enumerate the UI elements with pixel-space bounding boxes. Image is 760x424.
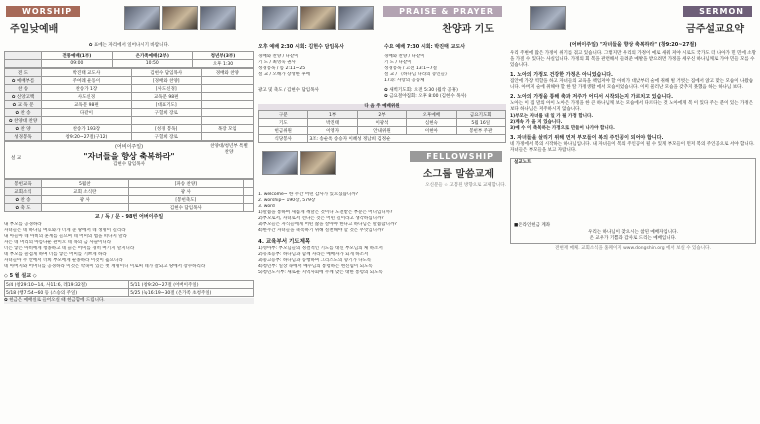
- announcements: [258, 88, 506, 100]
- table-cell: 광 사: [128, 188, 243, 196]
- table-cell: [131, 117, 201, 125]
- praise-title-ko: 찬양과 기도: [442, 24, 494, 35]
- table-cell: 사도신경: [42, 93, 132, 101]
- friday-prayer: ✿ 금요철야집회: 오후 8:00 (김현수 목사): [384, 94, 467, 99]
- table-row: [5, 93, 254, 101]
- sunday-afternoon-title: 오후 예배 2:30 시회: 김현수 담임목사: [258, 44, 344, 50]
- reading-line: 네 부모를 즐겁게 하며 너를 낳은 어미를 기쁘게 하라: [4, 252, 107, 257]
- sermon-sub-2: 2)계속 가 을 지 있습니다.: [510, 120, 563, 125]
- table-row: [5, 77, 254, 85]
- question-line: 1)말씀을 통하여 새롭게 깨달은 것이나 도전받은 부분은 어디입니까?: [258, 210, 393, 215]
- table-cell: [5, 60, 42, 68]
- table-cell: 목장 모임: [201, 125, 253, 133]
- photo: [124, 6, 160, 30]
- table-cell: ✿ 찬 송: [5, 196, 42, 204]
- praise-panel: [258, 4, 506, 420]
- schedule-cell: 5/18 (행7:54~60 등 (스승의 주일): [5, 289, 129, 297]
- table-header: [5, 52, 42, 60]
- praise-header: [258, 4, 506, 42]
- table-cell: ✿ 찬 양: [5, 125, 42, 133]
- sermon-main-title: "자녀들을 향상 축복하라": [83, 152, 175, 161]
- dawn-prayer: ✿ 새벽기도회: 오전 5:30 (월삭 공휴): [384, 88, 458, 93]
- table-row: [5, 101, 254, 109]
- question-line: 3)부모들은 자식들에게 어떤 삶을 살아야 한다고 하나님은 말씀합니까?: [258, 222, 397, 227]
- sermon-panel: [510, 4, 756, 420]
- table-cell: ✿ 찬 송: [5, 109, 42, 117]
- table-cell: 10:50: [112, 60, 192, 68]
- table-row: [5, 85, 254, 93]
- offering-text-2: 온 교우가 기쁨과 감사로 드리는 예배입니다.: [589, 236, 677, 241]
- responsive-reading-title: 교 / 독 / 문 - 98번 어버이주일: [94, 214, 164, 220]
- sermon-header: [510, 4, 756, 42]
- photo: [530, 6, 566, 30]
- table-header-row: [259, 111, 506, 119]
- prayer-line: 2)유초등부: 하나님과 함께 자라는 예배자가 되게 하소서: [258, 252, 369, 257]
- table-row: [5, 69, 254, 77]
- worship-panel: [4, 4, 254, 420]
- question-line: 2)부모로서, 자녀로서 선다는 것은 어떤 길이라고 생각하십니까?: [258, 216, 384, 221]
- sermon-box: [4, 141, 254, 179]
- photo: [300, 151, 336, 175]
- sermon-sub-1: 1)부모는 자녀를 내 일 가 될 가정 합니다.: [510, 114, 594, 119]
- worship-intro: ✿ 표에는 자리에서 일어나시기 바랍니다.: [88, 43, 170, 48]
- reading-line: 자녀들은 네 하나님 여호와가 너게 준 땅에서 네 생명이 길리라: [4, 228, 126, 233]
- table-cell: 교회 소식란: [42, 188, 129, 196]
- table-row: [5, 109, 254, 117]
- table-row: [5, 117, 254, 125]
- photo: [338, 6, 374, 30]
- question-line: 4)한주간 자녀들을 축복하기 위해 실천해야 할 것은 무엇입니까?: [258, 228, 384, 233]
- schedule-table: [4, 280, 254, 297]
- schedule-title: ◇ 5 월 설교 ◇: [4, 273, 37, 279]
- reading-line: 네 아버지와 어머니를 공경하라 이것은 약속이 있는 첫 계명이니 이로써 네가 잘되고 땅에서 장수하리라: [4, 264, 206, 269]
- next-week-title: 다 음 주 예배위원: [258, 104, 506, 110]
- sermon-point-2: 2. 노아의 가정을 통해 축과 저주가 어디서 시작되는지 가르치고 있습니다.: [510, 94, 674, 100]
- prayer-list: [258, 246, 506, 276]
- table-row: [259, 119, 506, 127]
- worship-photos: [124, 6, 236, 30]
- table-header: 은가족예배(2부): [112, 52, 192, 60]
- table-header: 청년부(3부): [192, 52, 253, 60]
- table-cell: [201, 101, 253, 109]
- schedule-cell: 5/4 (창29:10~14, 사11:6, 레19:32절): [5, 281, 129, 289]
- sermon-point-3: 3. 자녀들을 살리기 위해 먼저 부모들이 복의 주인공이 되어야 합니다.: [510, 135, 664, 141]
- sermon-title-ko: 금주설교요약: [686, 24, 744, 35]
- worship-after-table: [4, 179, 254, 212]
- table-header: 2부: [357, 111, 406, 119]
- sermon-footer: 전현재 매체. 교회소식을 홈페이지 www.dongshin.org 에서 보실 수 있습니다.: [555, 246, 711, 251]
- table-cell: 전 도: [5, 69, 42, 77]
- table-cell: 오후 1:30: [192, 60, 253, 68]
- table-row: [5, 133, 254, 141]
- sermon-body-3: 네 가정에서 복의 시작하는 하나님입니다. 내 자녀들이 복의 주인공이 될 수 있게 부모들이 먼저 복의 주인공으로 서야 합니다. 자녀들은 부모들을 보고 자랍니다.: [510, 142, 755, 153]
- table-cell: 09:00: [42, 60, 113, 68]
- sermon-preacher: 김현수 담임목사: [113, 162, 145, 167]
- prayer-line: 1)영아부: 부모님들의 정결적인 기도를 대신 부모님의 체 하소서: [258, 246, 383, 251]
- evening-services: [258, 44, 506, 84]
- table-cell: [201, 77, 253, 85]
- prayer-title: 4. 교육부서 기도제목: [258, 239, 311, 245]
- table-cell: 경배와 찬양: [201, 69, 253, 77]
- table-header: 구분: [259, 111, 308, 119]
- table-cell: [경배와 찬양]: [131, 77, 201, 85]
- order-line: 경배와 찬양 / 다같이: [384, 54, 425, 59]
- table-cell: [사도신경]: [131, 85, 201, 93]
- table-cell: 안내위원: [357, 127, 406, 135]
- sermon-title-en: SERMON: [683, 6, 752, 17]
- table-cell: 3조: 송순옥 송승자 이혜성 정남희 김정순: [308, 135, 506, 143]
- table-cell: ✿ 예배부름: [5, 77, 42, 85]
- table-cell: ✿ 축 도: [5, 204, 42, 212]
- question-line: 1. welcome~ 한 주간 어떤 감사가 있으셨습니까?: [258, 192, 358, 197]
- photo: [300, 6, 336, 30]
- fellowship-questions: [258, 192, 506, 234]
- table-cell: [201, 109, 253, 117]
- table-cell: 봉헌교육: [5, 180, 42, 188]
- reading-line: 자녀들아 주 안에서 너희 부모에게 순종하라 이것이 옳으니라: [4, 258, 123, 263]
- sermon-body-2: 노아는 이 집 말의 아이 노아은 가정을 한 큰 하나님께 보는 모습에서 다르다는 것 노아에게 복 이 있다 주는 분이 있는 가정은 보다 하나님은 저주하시지 않습니다.: [510, 101, 754, 112]
- order-line: 17과: 사랑의 공동체: [384, 78, 425, 83]
- table-cell: [244, 180, 254, 188]
- table-row: [5, 204, 254, 212]
- table-cell: 성경봉독: [5, 133, 42, 141]
- closing-line: 광고 및 축도 / 김현수 담임목사: [258, 88, 319, 93]
- order-line: 설 교 / 오해가 장성한 후에: [258, 72, 311, 77]
- reading-line: 내 아들아 네 아비의 훈계를 들으며 네 어미의 법을 떠나지 말라: [4, 234, 127, 239]
- sunday-afternoon-order: [258, 54, 380, 78]
- schedule-cell: 5/25 (눅16:19~30절 (온가족 초청주일): [129, 289, 254, 297]
- fellowship-intro: 오신분들 ☆ 고봉된 방향으로 교제합니다.: [425, 183, 506, 188]
- table-header: 1부: [308, 111, 357, 119]
- sermon-body-1: 집안에 가장 역할을 하고 자녀들의 교육을 책임져야 할 아비가 대낮부터 술에 취해 벌 거벗는 집에서 앉고 맞는 모습이 나왔습니다. 아버지 술에 취해야 할 한 딸 가정생활 에서 모습이었습니다. 이미 물러난 모습을 갖추지 못했음 하는 하나님 보다.: [510, 79, 754, 90]
- worship-rows-table: [4, 68, 254, 141]
- responsive-reading-lines: [4, 222, 254, 270]
- prayer-line: 5)청년도시부: 새로운 지역사회에 주께 맞는 대한 통령의 되도록: [258, 270, 383, 275]
- offering-note: ✿ 헌금은 예배실로 들어오실 때 헌금함에 드립니다.: [4, 298, 254, 304]
- table-cell: [대표기도]: [131, 101, 201, 109]
- table-cell: [파송 찬양]: [128, 180, 243, 188]
- table-cell: 다같이: [42, 109, 132, 117]
- table-cell: 찬송가 193장: [42, 125, 132, 133]
- table-cell: 식당봉사: [259, 135, 308, 143]
- table-cell: 찬송가 1장: [42, 85, 132, 93]
- table-cell: [성경 봉독]: [131, 125, 201, 133]
- table-cell: [42, 204, 129, 212]
- reading-line: 너는 낳은 아비에게 청종하고 네 늙은 어미를 경히 여기지 말지니라: [4, 246, 135, 251]
- reading-line: 자는 네 머리의 아름다운 관이오 네 목의 금 사슬이니라: [4, 240, 112, 245]
- table-cell: [봉헌축도]: [128, 196, 243, 204]
- table-cell: 김현수 담임목사: [128, 204, 243, 212]
- wednesday-title: 수요 예배 7:30 시회: 박진태 교도사: [384, 44, 466, 50]
- table-cell: 주여례 운동이: [42, 77, 132, 85]
- sermon-notes-title: 설교노트: [514, 160, 532, 165]
- table-row: [5, 180, 254, 188]
- table-cell: 이영자: [308, 127, 357, 135]
- worship-title-ko: 주일낮예배: [10, 24, 59, 35]
- table-cell: ✿ 교 독 문: [5, 101, 42, 109]
- table-cell: 창9:20~27절(구12): [42, 133, 132, 141]
- table-cell: [201, 133, 253, 141]
- table-cell: 교독문 98편: [131, 93, 201, 101]
- order-line: 경배와 찬양 / 다같이: [258, 54, 299, 59]
- table-cell: 박진태: [308, 119, 357, 127]
- table-header: 금요기도회: [456, 111, 505, 119]
- order-line: 기 도 / 다같이: [384, 60, 412, 65]
- table-cell: 구혈희 장로: [131, 133, 201, 141]
- table-cell: 구혈희 장로: [131, 109, 201, 117]
- photo: [262, 6, 298, 30]
- order-line: 성경봉독 / 롬 2:11~25: [258, 66, 306, 71]
- praise-title-en: PRAISE & PRAYER: [383, 6, 502, 17]
- table-cell: [244, 196, 254, 204]
- table-cell: 김현수 담임목사: [131, 69, 201, 77]
- table-cell: 봉헌부 주관: [456, 127, 505, 135]
- table-row: [5, 188, 254, 196]
- fellowship-photos: [262, 151, 336, 175]
- table-row: [259, 135, 506, 143]
- order-line: 기 도 / 최영욱 권사: [258, 60, 296, 65]
- worship-order-table: [4, 51, 254, 68]
- sermon-intro: 우리 주변에 많은 가정이 위기를 겪고 있습니다. 그렇지만 우리의 가정이 예로 새워 져야 시로도 국가도 더 나아가 민 민에 소망을 가질 수 있다는 사실입니다. 가정의 회 복을 관련해서 들려준 예발을 받으려면 가정을 세우신 하나님께로 가야 민들 모를 수 있습니다.: [510, 51, 756, 68]
- table-cell: 5월찬: [42, 180, 129, 188]
- table-cell: 광 사: [42, 196, 129, 204]
- sermon-notes-box: [510, 158, 756, 244]
- table-cell: [244, 188, 254, 196]
- table-row: [5, 125, 254, 133]
- table-cell: ✿ 찬양대 찬양: [5, 117, 42, 125]
- sermon-sub-3: 3)예 수 이 축복하는 가정으로 만들어 나가야 합니다.: [510, 126, 615, 131]
- sermon-subtitle: (어버이주일) "자녀들을 향상 축복하라" (창9:20~27절): [569, 42, 697, 48]
- order-line: 설 교 / 《하나님 나라의 증인들》: [384, 72, 450, 77]
- fellowship-title-en: FELLOWSHIP: [410, 151, 502, 162]
- table-cell: 박진태 교도사: [42, 69, 132, 77]
- worship-title-en: WORSHIP: [6, 6, 80, 17]
- order-line: 성경봉독 / 고전 13:1~7절: [384, 66, 437, 71]
- photo: [200, 6, 236, 30]
- offering-text-1: 우리는 하나님이 찾으시는 참된 예배자입니다.: [588, 230, 678, 235]
- table-row: [259, 127, 506, 135]
- reading-line: 내 부모를 공경하라: [4, 222, 42, 227]
- table-cell: 교독문 98편: [42, 101, 132, 109]
- praise-photos: [262, 6, 374, 30]
- table-cell: [201, 85, 253, 93]
- sunday-afternoon: [258, 44, 380, 84]
- schedule-cell: 5/11 (창9:20~27절 (어버이주일): [129, 281, 254, 289]
- table-cell: [201, 117, 253, 125]
- side-note: 찬양대/청년부 특별찬양: [210, 144, 248, 155]
- table-cell: [201, 93, 253, 101]
- online-offering-label: ■온라인헌금 계좌: [514, 223, 551, 228]
- sermon-label: 설 교: [11, 156, 22, 161]
- table-row: [5, 196, 254, 204]
- fellowship-title-ko: 소그룹 말씀교제: [422, 169, 494, 180]
- table-cell: 찬 송: [5, 85, 42, 93]
- table-cell: 이광석: [357, 119, 406, 127]
- fellowship-header: [258, 149, 506, 183]
- photo: [162, 6, 198, 30]
- question-line: 3. word: [258, 204, 275, 209]
- prayer-line: 4)청년부: 일상 속에서 예수님의 통령하는 현신됨이 되도록: [258, 264, 373, 269]
- table-cell: 심현숙: [407, 119, 456, 127]
- table-cell: 이현아: [407, 127, 456, 135]
- table-header: 오후예배: [407, 111, 456, 119]
- sermon-occasion: (어비이주일): [114, 144, 144, 150]
- table-cell: [42, 117, 132, 125]
- photo: [262, 151, 298, 175]
- table-header: 전통예배(1부): [42, 52, 113, 60]
- table-cell: 교회소식: [5, 188, 42, 196]
- table-cell: 기도: [259, 119, 308, 127]
- table-cell: [244, 204, 254, 212]
- sermon-photos: [530, 6, 566, 30]
- table-cell: 5월 16일: [456, 119, 505, 127]
- next-week-table: [258, 110, 506, 143]
- sermon-point-1: 1. 노아의 가정도 건강한 가정은 아니었습니다.: [510, 72, 613, 78]
- prayer-line: 3)중고등부: 하나님과 동행하며 그리스도의 향기가 나도록: [258, 258, 372, 263]
- wednesday-service: [384, 44, 506, 84]
- table-cell: ✿ 신앙고백: [5, 93, 42, 101]
- wednesday-order: [384, 54, 506, 84]
- question-line: 2. worship~ 190장, 579장: [258, 198, 316, 203]
- table-cell: 헌금위원: [259, 127, 308, 135]
- worship-header: [4, 4, 254, 42]
